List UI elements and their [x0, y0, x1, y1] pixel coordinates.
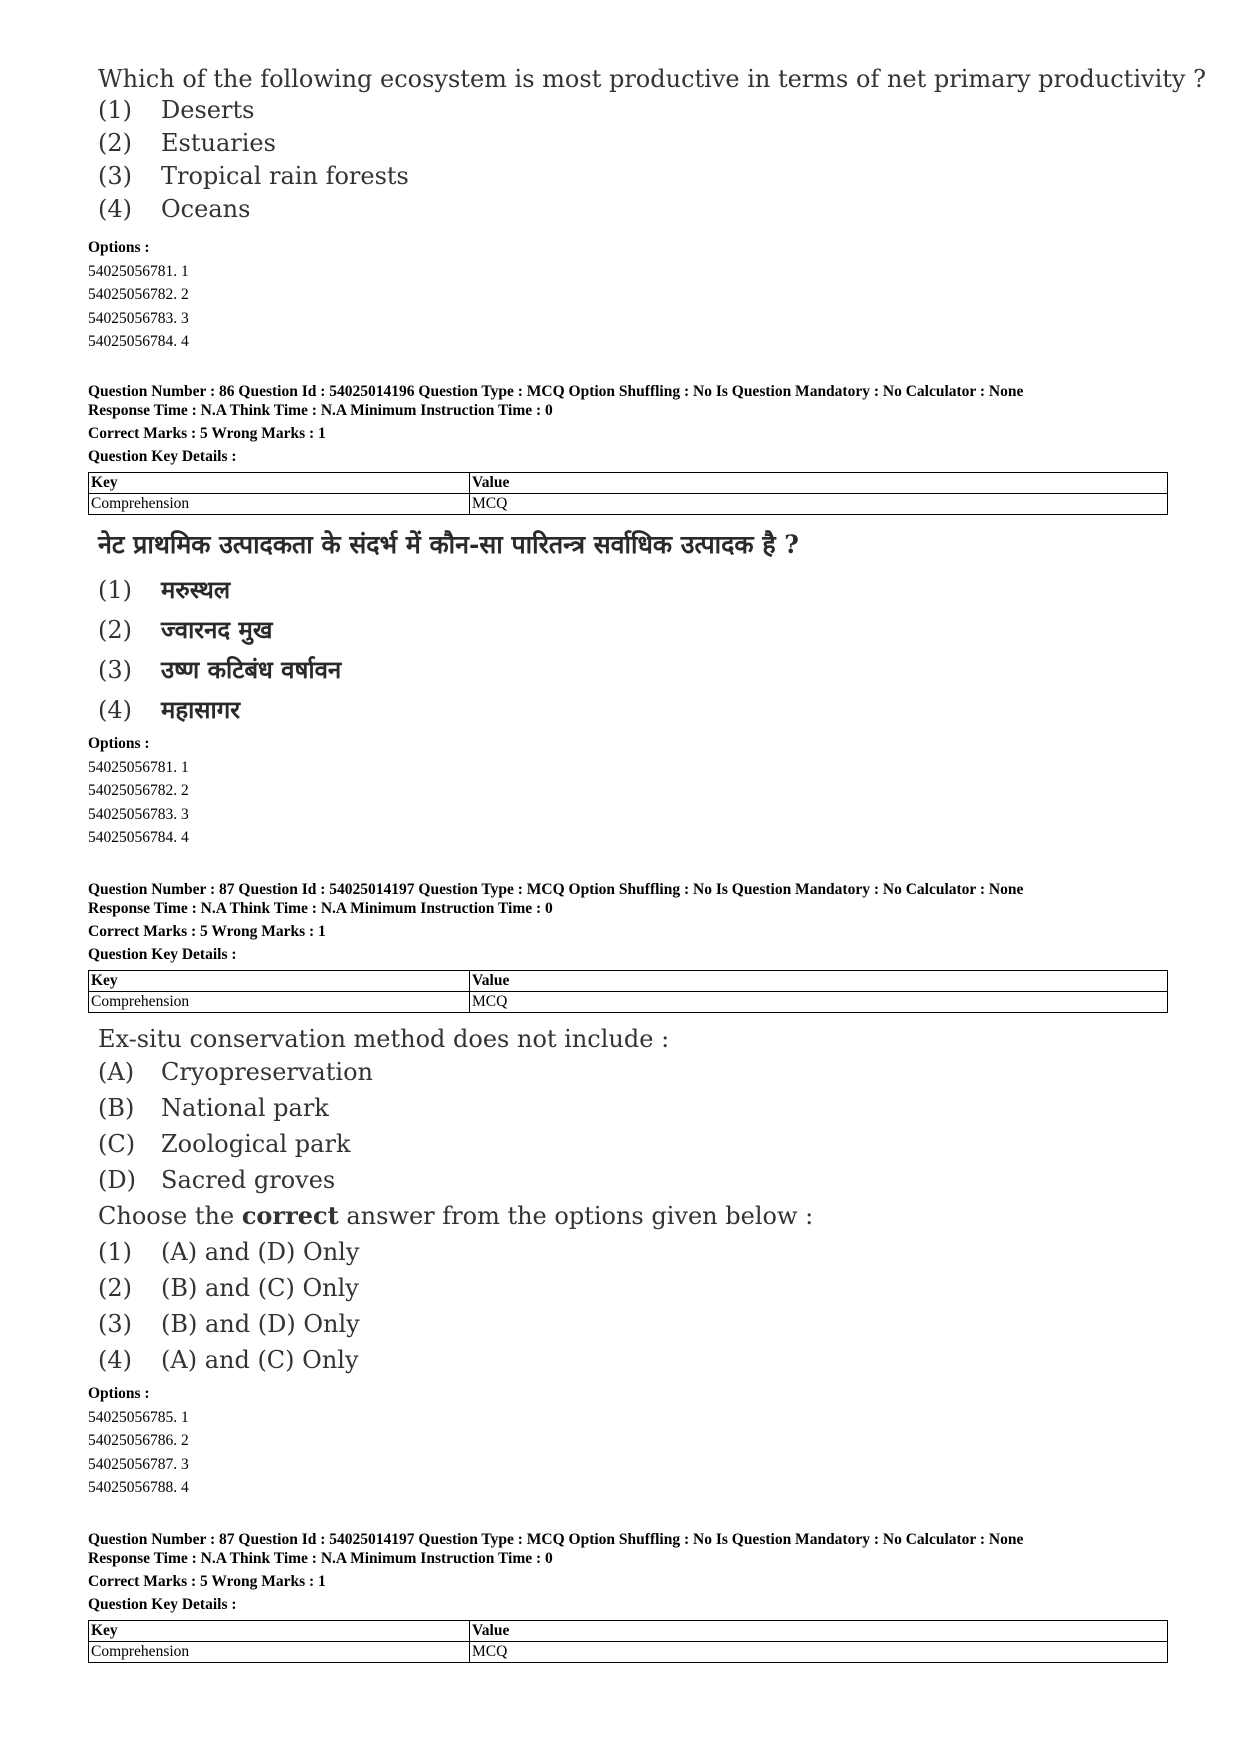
choice-number: (4) [98, 195, 132, 223]
table-header-row [89, 1621, 1168, 1642]
option-id: 54025056783. 3 [88, 805, 189, 823]
question-85-english [98, 64, 1206, 226]
answer-choice [98, 127, 1206, 160]
answer-choice [98, 1234, 813, 1270]
statement [98, 1126, 813, 1162]
table-row [89, 494, 1168, 515]
table-header-value: Value [470, 971, 1168, 992]
choice-text: (A) and (D) Only [161, 1238, 360, 1266]
question-86-hindi [98, 528, 799, 730]
option-id: 54025056781. 1 [88, 262, 189, 280]
choice-text: (B) and (D) Only [161, 1310, 360, 1338]
key-details-label: Question Key Details : [88, 946, 237, 963]
table-header-key: Key [89, 473, 470, 494]
instruction-text: Choose the [98, 1202, 242, 1230]
option-id: 54025056788. 4 [88, 1479, 189, 1496]
answer-choice [98, 193, 1206, 226]
choice-text: (A) and (C) Only [161, 1346, 359, 1374]
question-meta-line: Response Time : N.A Think Time : N.A Minimum Instruction Time : 0 [88, 402, 553, 419]
option-id: 54025056783. 3 [88, 309, 189, 327]
table-row [89, 1642, 1168, 1663]
options-header: Options : [88, 735, 150, 752]
statement [98, 1090, 813, 1126]
choice-text: उष्ण कटिबंध वर्षावन [161, 655, 342, 684]
choice-number: (4) [98, 1346, 132, 1374]
statement-text: Cryopreservation [161, 1058, 373, 1086]
statement-letter: (A) [98, 1058, 135, 1086]
table-cell-key: Comprehension [89, 992, 470, 1013]
question-stem: Ex-situ conservation method does not include : [98, 1025, 670, 1053]
choice-number: (2) [98, 1274, 132, 1302]
table-cell-value: MCQ [470, 494, 1168, 515]
table-header-value: Value [470, 1621, 1168, 1642]
choice-text: Deserts [161, 96, 255, 124]
option-id: 54025056785. 1 [88, 1408, 189, 1426]
key-details-label: Question Key Details : [88, 448, 237, 465]
instruction-line [98, 1198, 813, 1234]
marks-line: Correct Marks : 5 Wrong Marks : 1 [88, 923, 326, 940]
answer-choice [98, 610, 799, 650]
choice-number: (3) [98, 1310, 132, 1338]
choice-text: (B) and (C) Only [161, 1274, 359, 1302]
options-list [88, 1382, 189, 1500]
option-id: 54025056784. 4 [88, 829, 189, 846]
question-stem: नेट प्राथमिक उत्पादकता के संदर्भ में कौन-सा पारितन्त्र सर्वाधिक उत्पादक है ? [98, 530, 799, 559]
choice-number: (1) [98, 96, 132, 124]
option-id: 54025056781. 1 [88, 758, 189, 776]
table-cell-key: Comprehension [89, 1642, 470, 1663]
statement-text: National park [161, 1094, 329, 1122]
statement-text: Sacred groves [161, 1166, 336, 1194]
table-cell-value: MCQ [470, 1642, 1168, 1663]
question-meta-line: Response Time : N.A Think Time : N.A Minimum Instruction Time : 0 [88, 1550, 553, 1567]
table-header-row [89, 971, 1168, 992]
choice-number: (3) [98, 656, 132, 684]
choice-number: (3) [98, 162, 132, 190]
choice-number: (1) [98, 1238, 132, 1266]
choice-number: (1) [98, 576, 132, 604]
question-meta-line: Response Time : N.A Think Time : N.A Minimum Instruction Time : 0 [88, 900, 553, 917]
instruction-emphasis: correct [241, 1201, 339, 1230]
options-list [88, 236, 189, 354]
choice-text: महासागर [161, 695, 241, 724]
answer-choice [98, 1306, 813, 1342]
table-cell-value: MCQ [470, 992, 1168, 1013]
table-header-row [89, 473, 1168, 494]
choice-number: (2) [98, 616, 132, 644]
table-header-key: Key [89, 1621, 470, 1642]
question-meta-line: Question Number : 86 Question Id : 54025014196 Question Type : MCQ Option Shuffling : No Is Question Mandatory : No Calculator : None [88, 383, 1024, 400]
statement-letter: (D) [98, 1166, 136, 1194]
table-row [89, 992, 1168, 1013]
question-meta-87-repeat [88, 1530, 1168, 1663]
question-meta-line: Question Number : 87 Question Id : 54025014197 Question Type : MCQ Option Shuffling : No Is Question Mandatory : No Calculator : None [88, 1531, 1024, 1548]
answer-choice [98, 650, 799, 690]
statement [98, 1162, 813, 1198]
table-cell-key: Comprehension [89, 494, 470, 515]
table-header-value: Value [470, 473, 1168, 494]
answer-choice [98, 570, 799, 610]
statement-text: Zoological park [161, 1130, 351, 1158]
answer-choice [98, 160, 1206, 193]
question-meta-86 [88, 382, 1168, 515]
statement [98, 1054, 813, 1090]
choice-text: Estuaries [161, 129, 276, 157]
question-87-english [98, 1024, 813, 1378]
option-id: 54025056782. 2 [88, 286, 189, 303]
options-list [88, 732, 189, 850]
question-stem: Which of the following ecosystem is most productive in terms of net primary productivity ? [98, 65, 1206, 93]
statement-letter: (C) [98, 1130, 136, 1158]
answer-choice [98, 1270, 813, 1306]
marks-line: Correct Marks : 5 Wrong Marks : 1 [88, 425, 326, 442]
choice-text: Tropical rain forests [161, 162, 409, 190]
choice-text: मरुस्थल [161, 575, 231, 604]
answer-choice [98, 690, 799, 730]
key-details-label: Question Key Details : [88, 1596, 237, 1613]
table-header-key: Key [89, 971, 470, 992]
option-id: 54025056787. 3 [88, 1455, 189, 1473]
key-value-table [88, 1620, 1168, 1663]
option-id: 54025056782. 2 [88, 782, 189, 799]
answer-choice [98, 94, 1206, 127]
option-id: 54025056784. 4 [88, 333, 189, 350]
option-id: 54025056786. 2 [88, 1432, 189, 1449]
key-value-table [88, 970, 1168, 1013]
choice-number: (4) [98, 696, 132, 724]
marks-line: Correct Marks : 5 Wrong Marks : 1 [88, 1573, 326, 1590]
question-meta-87 [88, 880, 1168, 1013]
choice-text: Oceans [161, 195, 251, 223]
instruction-text: answer from the options given below : [338, 1202, 814, 1230]
question-meta-line: Question Number : 87 Question Id : 54025014197 Question Type : MCQ Option Shuffling : No Is Question Mandatory : No Calculator : None [88, 881, 1024, 898]
options-header: Options : [88, 1385, 150, 1402]
answer-choice [98, 1342, 813, 1378]
key-value-table [88, 472, 1168, 515]
statement-letter: (B) [98, 1094, 135, 1122]
options-header: Options : [88, 239, 150, 256]
choice-number: (2) [98, 129, 132, 157]
choice-text: ज्वारनद मुख [161, 615, 273, 644]
